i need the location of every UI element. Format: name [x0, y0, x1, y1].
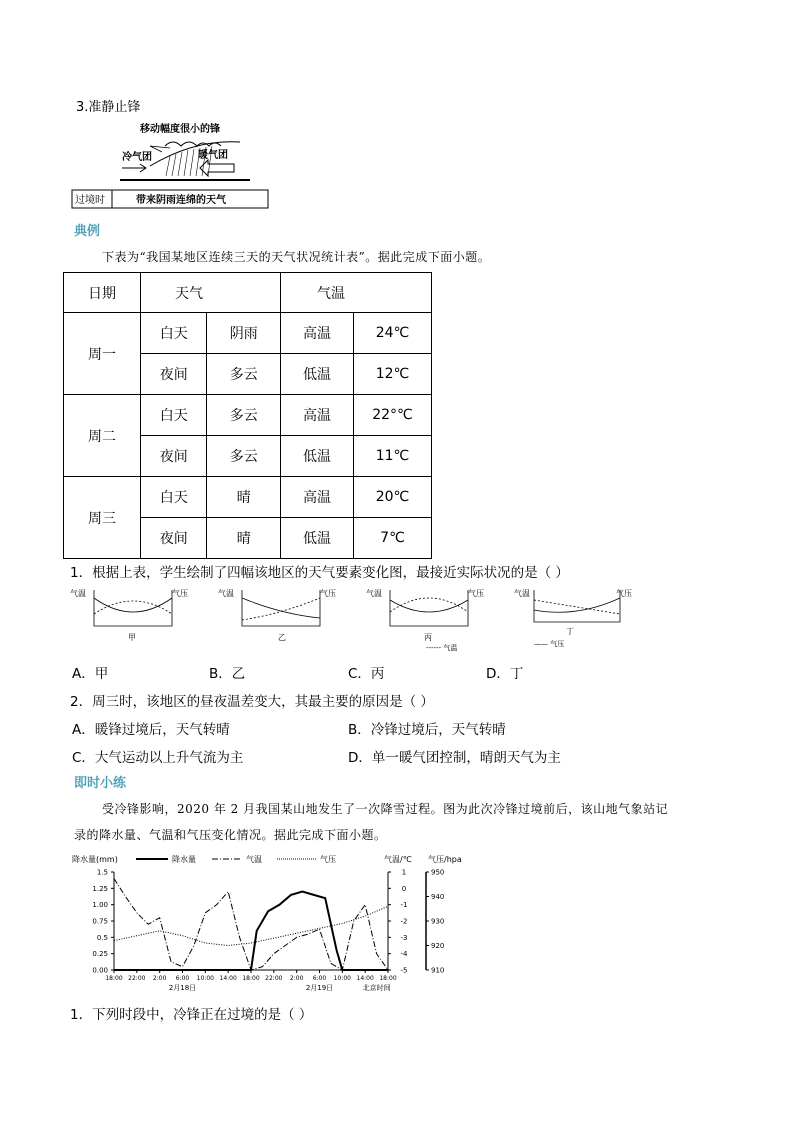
mini-chart-bing: [366, 588, 484, 652]
axis-label-pressure: 气压: [172, 589, 188, 598]
legend-pressure: —— 气压: [534, 640, 565, 648]
pressure-tick-label: 920: [431, 942, 445, 950]
warm-arrow-icon: [200, 160, 234, 176]
table-row: [64, 313, 432, 354]
x-tick-label: 14:00: [356, 975, 374, 982]
left-tick-label: 0.75: [92, 917, 108, 926]
day-cell: 周一: [64, 313, 141, 395]
axis-label-pressure: 气压: [616, 589, 632, 598]
option-c[interactable]: C．丙: [348, 666, 385, 682]
temp-type-cell: 高温: [281, 313, 354, 354]
mini-chart-jia: [70, 588, 188, 642]
temp-cell: 12℃: [354, 354, 432, 395]
temp-cell: 24℃: [354, 313, 432, 354]
cold-air-label: 冷气团: [122, 152, 152, 163]
cold-arrow-icon: [122, 164, 146, 172]
series-pressure: [114, 906, 388, 945]
x-tick-label: 10:00: [333, 975, 351, 982]
x-tick-label: 2:00: [152, 975, 167, 982]
weather-cell: 多云: [207, 354, 281, 395]
temp-cell: 22°℃: [354, 395, 432, 436]
weather-cell: 阴雨: [207, 313, 281, 354]
legend-temp: ------ 气温: [426, 644, 458, 652]
left-tick-label: 0.5: [96, 933, 108, 942]
question-1-text: 1．根据上表，学生绘制了四幅该地区的天气要素变化图，最接近实际状况的是（ ）: [70, 565, 569, 581]
practice-heading: 即时小练: [74, 776, 127, 791]
section-title: 3.准静止锋: [76, 100, 141, 115]
diagram-caption: 移动幅度很小的锋: [140, 124, 220, 135]
temp-type-cell: 高温: [281, 395, 354, 436]
axis-label-temp: 气温: [70, 589, 86, 598]
axis-label-pressure: 气压: [468, 589, 484, 598]
series-precipitation: [114, 892, 388, 970]
left-tick-label: 0.00: [92, 966, 108, 975]
period-cell: 夜间: [141, 518, 207, 559]
weather-table: [63, 272, 432, 559]
x-tick-label: 6:00: [312, 975, 327, 982]
pressure-tick-label: 940: [431, 893, 445, 901]
table-row: [64, 477, 432, 518]
x-tick-label: 2:00: [289, 975, 304, 982]
x-tick-label: 22:00: [265, 975, 283, 982]
temp-tick-label: -1: [400, 901, 408, 910]
header-date: 日期: [64, 273, 141, 313]
temp-type-cell: 低温: [281, 354, 354, 395]
temp-cell: 11℃: [354, 436, 432, 477]
temp-type-cell: 高温: [281, 477, 354, 518]
weather-cell: 晴: [207, 477, 281, 518]
option-c[interactable]: C．大气运动以上升气流为主: [72, 750, 244, 766]
example-heading: 典例: [74, 224, 101, 239]
temp-tick-label: -2: [400, 917, 408, 926]
table-row: [64, 395, 432, 436]
question-2-text: 2．周三时，该地区的昼夜温差变大，其最主要的原因是（ ）: [70, 694, 434, 710]
x-axis-title: 北京时间: [362, 984, 391, 992]
chart-label: 丁: [566, 627, 574, 636]
option-d[interactable]: D．单一暖气团控制，晴朗天气为主: [348, 750, 561, 766]
pressure-curve: [534, 598, 620, 612]
x-tick-label: 18:00: [105, 975, 123, 982]
temp-type-cell: 低温: [281, 518, 354, 559]
temp-tick-label: -4: [400, 950, 408, 959]
warm-air-label: 暖气团: [198, 150, 228, 161]
practice-intro-line2: 录的降水量、气温和气压变化情况。据此完成下面小题。: [74, 828, 387, 842]
period-cell: 夜间: [141, 354, 207, 395]
axis-label-temp: 气温: [218, 589, 234, 598]
mini-chart-ding: [514, 588, 632, 648]
x-tick-label: 14:00: [219, 975, 237, 982]
mini-chart-yi: [218, 588, 336, 642]
legend-precip: 降水量: [172, 855, 196, 864]
left-tick-label: 0.25: [92, 950, 108, 959]
legend-pressure: 气压: [320, 855, 336, 864]
temp-axis-title: 气温/℃: [384, 855, 412, 864]
example-intro: 下表为“我国某地区连续三天的天气状况统计表”。据此完成下面小题。: [102, 250, 491, 264]
period-cell: 白天: [141, 477, 207, 518]
temp-cell: 20℃: [354, 477, 432, 518]
option-a[interactable]: A．甲: [72, 666, 109, 682]
transit-desc: 带来阴雨连绵的天气: [136, 195, 226, 206]
left-tick-label: 1.5: [96, 868, 108, 877]
period-cell: 夜间: [141, 436, 207, 477]
left-tick-label: 1.25: [92, 884, 108, 893]
axis-label-pressure: 气压: [320, 589, 336, 598]
practice-question-1: 1．下列时段中，冷锋正在过境的是（ ）: [70, 1007, 313, 1023]
temp-type-cell: 低温: [281, 436, 354, 477]
x-tick-label: 22:00: [128, 975, 146, 982]
legend-temp: 气温: [246, 855, 262, 864]
x-tick-label: 18:00: [242, 975, 260, 982]
day-cell: 周二: [64, 395, 141, 477]
period-cell: 白天: [141, 313, 207, 354]
weather-cell: 多云: [207, 436, 281, 477]
pressure-curve: [390, 600, 468, 612]
weather-line-chart: [72, 852, 482, 994]
option-d[interactable]: D．丁: [486, 666, 524, 682]
practice-intro-line1: 受冷锋影响，2020 年 2 月我国某山地发生了一次降雪过程。图为此次冷锋过境前后，该山地气象站记: [102, 802, 669, 816]
pointer-line: [150, 146, 170, 152]
x-date-label: 2月19日: [305, 984, 334, 992]
chart-label: 丙: [424, 633, 432, 642]
pressure-curve: [94, 598, 172, 612]
left-tick-label: 1.00: [92, 901, 108, 910]
temp-cell: 7℃: [354, 518, 432, 559]
left-axis-title: 降水量(mm): [72, 855, 118, 864]
x-date-label: 2月18日: [168, 984, 197, 992]
weather-cell: 多云: [207, 395, 281, 436]
transit-label: 过境时: [75, 195, 105, 206]
weather-cell: 晴: [207, 518, 281, 559]
x-tick-label: 10:00: [196, 975, 214, 982]
temp-tick-label: -5: [400, 966, 408, 975]
pressure-tick-label: 950: [431, 868, 445, 877]
pressure-tick-label: 930: [431, 917, 445, 926]
x-tick-label: 6:00: [175, 975, 190, 982]
period-cell: 白天: [141, 395, 207, 436]
series-temperature: [114, 879, 388, 970]
chart-label: 甲: [128, 633, 136, 642]
day-cell: 周三: [64, 477, 141, 559]
chart-label: 乙: [278, 633, 286, 642]
option-b[interactable]: B．冷锋过境后，天气转晴: [348, 722, 506, 738]
temp-tick-label: 0: [401, 884, 407, 893]
pressure-axis-title: 气压/hpa: [428, 855, 462, 864]
header-temp: 气温: [281, 273, 432, 313]
option-b[interactable]: B．乙: [209, 666, 246, 682]
axis-label-temp: 气温: [366, 589, 382, 598]
temp-curve: [390, 598, 468, 612]
temp-curve: [242, 598, 320, 618]
temp-tick-label: 1: [401, 868, 407, 877]
pressure-tick-label: 910: [431, 966, 445, 975]
header-weather: 天气: [141, 273, 281, 313]
temp-tick-label: -3: [400, 933, 408, 942]
mini-charts: [70, 584, 630, 654]
option-a[interactable]: A．暖锋过境后，天气转晴: [72, 722, 230, 738]
axis-label-temp: 气温: [514, 589, 530, 598]
stationary-front-diagram: [70, 118, 270, 210]
x-tick-label: 18:00: [379, 975, 397, 982]
